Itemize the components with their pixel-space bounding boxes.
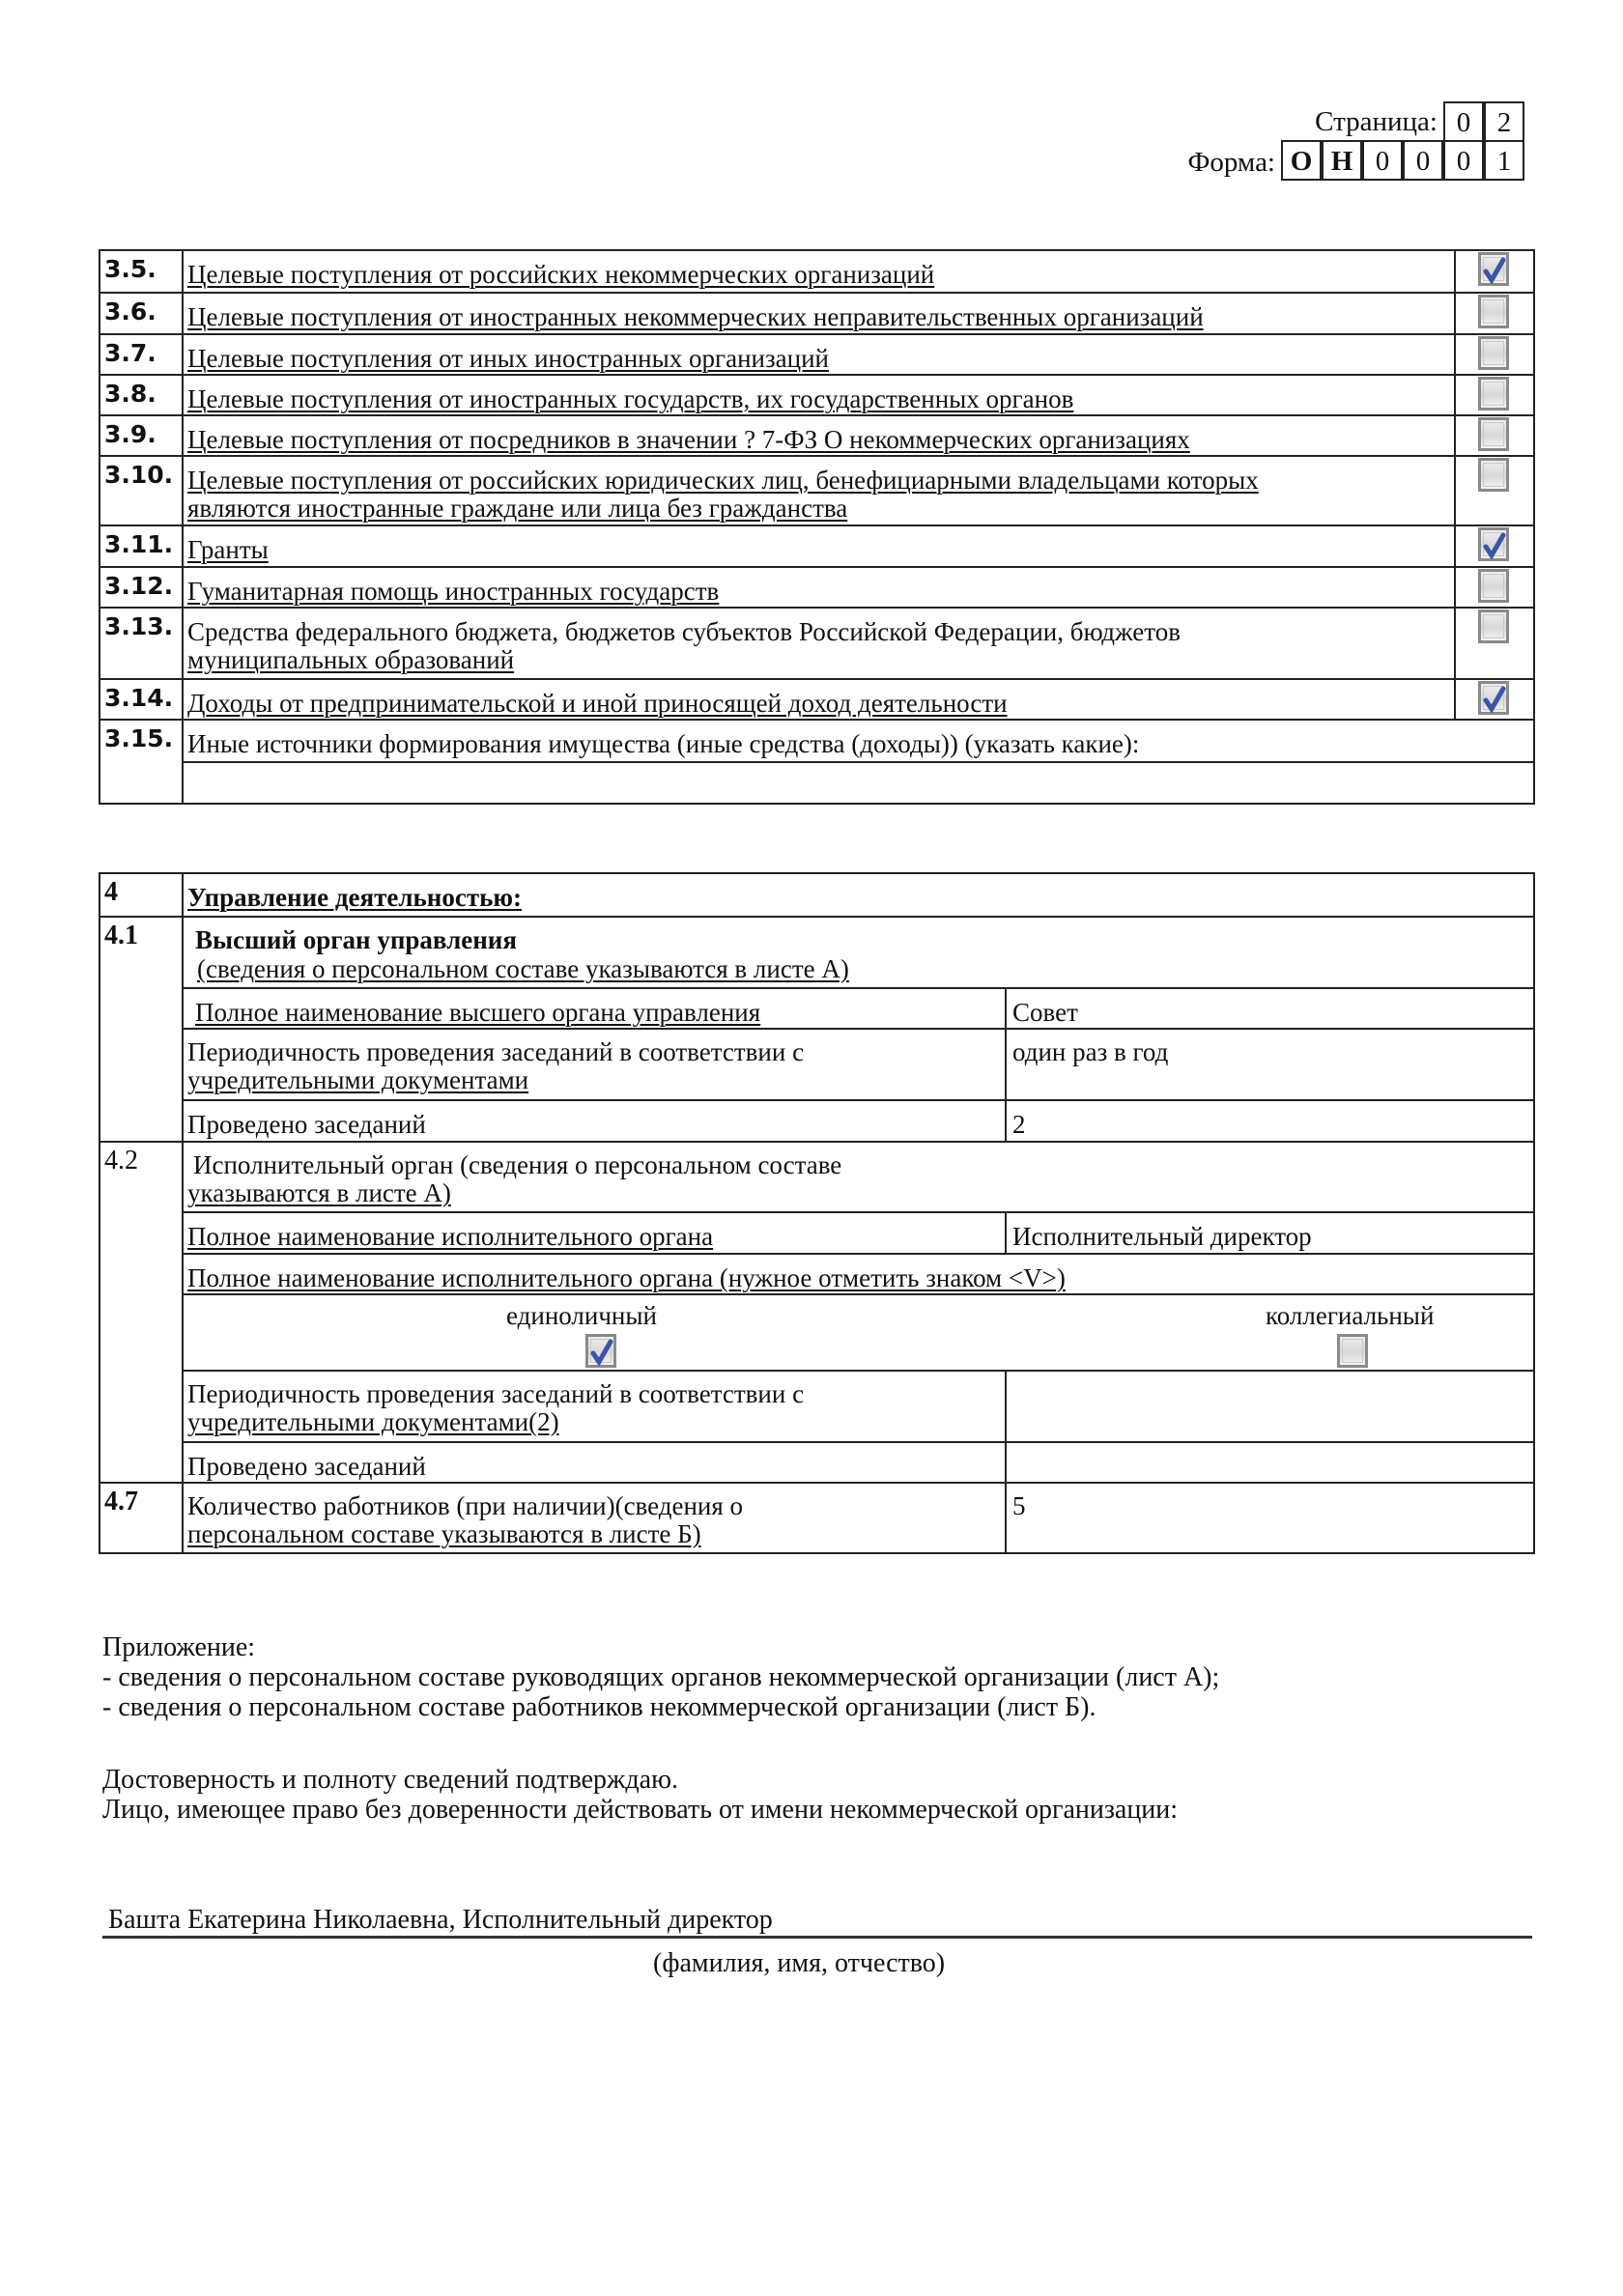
checkbox-unchecked[interactable] (1478, 377, 1509, 411)
signatory-name: Башта Екатерина Николаевна, Исполнительный директор (108, 1905, 773, 1935)
section-number: 4 (104, 877, 118, 907)
confirmation-line2: Лицо, имеющее право без доверенности действовать от имени некоммерческой организации: (102, 1795, 1179, 1825)
row-label-line2: муниципальных образований (187, 645, 515, 674)
table-row (100, 333, 1533, 374)
checkbox-unchecked[interactable] (1478, 458, 1509, 492)
field-value[interactable]: 2 (1012, 1110, 1026, 1139)
row-number: 3.5. (104, 255, 157, 283)
checkmark-icon (1482, 532, 1507, 559)
table-row (100, 566, 1533, 607)
option-collegial-label: коллегиальный (1266, 1301, 1435, 1330)
subsection-title-line1: Исполнительный орган (сведения о персональном составе (193, 1150, 842, 1179)
row-label: Целевые поступления от иных иностранных организаций (187, 344, 829, 373)
column-divider (1454, 526, 1456, 566)
confirmation-line1: Достоверность и полноту сведений подтверждаю. (102, 1765, 678, 1795)
row-label: Доходы от предпринимательской и иной приносящей доход деятельности (187, 689, 1008, 718)
table-row (100, 678, 1533, 719)
table-row (100, 414, 1533, 455)
field-label: Проведено заседаний (187, 1452, 426, 1481)
field-label: Проведено заседаний (187, 1110, 426, 1139)
row-number: 3.15. (104, 724, 174, 752)
table-row (182, 1253, 1533, 1293)
column-divider (1454, 457, 1456, 524)
signature-line (102, 1936, 1532, 1939)
table-row (100, 524, 1533, 566)
column-divider (1005, 1213, 1007, 1253)
table-row (100, 607, 1533, 678)
row-label-line1: Средства федерального бюджета, бюджетов субъектов Российской Федерации, бюджетов (187, 617, 1181, 646)
row-label: Целевые поступления от посредников в значении ? 7-ФЗ О некоммерческих организациях (187, 425, 1190, 454)
column-divider (1454, 294, 1456, 333)
field-label: Полное наименование высшего органа управления (195, 998, 761, 1027)
form-char-box: Н (1322, 140, 1362, 181)
field-label: Полное наименование исполнительного органа (187, 1222, 714, 1251)
subsection-title: Высший орган управления (195, 925, 517, 954)
field-value[interactable]: Совет (1012, 998, 1078, 1027)
column-divider (1005, 1030, 1007, 1099)
checkbox-unchecked[interactable] (1478, 609, 1509, 643)
option-sole-label: единоличный (506, 1301, 657, 1330)
field-label-line2: учредительными документами(2) (187, 1407, 559, 1436)
field-label-line2: учредительными документами (187, 1065, 529, 1094)
appendix-title: Приложение: (102, 1632, 256, 1662)
option-collegial-checkbox[interactable] (1337, 1334, 1368, 1368)
form-char-box: 1 (1484, 140, 1524, 181)
subsection-number: 4.7 (104, 1487, 138, 1516)
row-label: Иные источники формирования имущества (иные средства (доходы)) (указать какие): (187, 729, 1140, 758)
checkbox-checked[interactable] (1478, 681, 1509, 715)
row-number: 3.7. (104, 339, 157, 367)
table-row (100, 455, 1533, 524)
subsection-number: 4.1 (104, 921, 138, 950)
field-value[interactable]: один раз в год (1012, 1037, 1169, 1066)
row-number: 3.10. (104, 461, 174, 489)
table-row (100, 719, 1533, 803)
column-divider (1454, 335, 1456, 374)
row-number: 3.12. (104, 572, 174, 600)
field-label-line1: Периодичность проведения заседаний в соответствии с (187, 1379, 805, 1408)
table-row (100, 251, 1533, 292)
field-value[interactable]: 5 (1012, 1491, 1026, 1520)
subsection-number: 4.2 (104, 1146, 138, 1176)
column-divider (1005, 1372, 1007, 1441)
row-label: Целевые поступления от иностранных государств, их государственных органов (187, 384, 1074, 413)
column-divider (1005, 1443, 1007, 1482)
signature-caption: (фамилия, имя, отчество) (653, 1948, 946, 1978)
funding-sources-table (99, 249, 1535, 805)
row-number: 3.11. (104, 530, 174, 558)
section-title: Управление деятельностью: (187, 883, 523, 912)
form-label: Форма: (1187, 147, 1275, 178)
field-label-line2: персональном составе указываются в листе Б) (187, 1519, 701, 1548)
appendix-item-b: - сведения о персональном составе работников некоммерческой организации (лист Б). (102, 1692, 1096, 1722)
table-row (182, 1099, 1533, 1141)
subsection-note: (сведения о персональном составе указываются в листе А) (197, 954, 849, 983)
organ-type-options-row (182, 1293, 1533, 1370)
row-number: 3.13. (104, 612, 174, 640)
row-number: 3.14. (104, 684, 174, 712)
subsection-row (100, 1141, 1533, 1211)
column-divider (1454, 376, 1456, 414)
checkmark-icon (1482, 686, 1507, 713)
management-table (99, 872, 1535, 1554)
checkbox-checked[interactable] (1478, 252, 1509, 286)
page-digit-box: 0 (1443, 101, 1484, 142)
checkbox-unchecked[interactable] (1478, 336, 1509, 370)
column-divider (1454, 568, 1456, 607)
table-row (100, 374, 1533, 414)
column-divider (1454, 680, 1456, 719)
row-label-line1: Целевые поступления от российских юридических лиц, бенефициарными владельцами которых (187, 466, 1259, 495)
column-divider (1005, 1484, 1007, 1552)
row-number: 3.8. (104, 380, 157, 408)
row-label-line2: являются иностранные граждане или лица без гражданства (187, 494, 848, 523)
checkbox-unchecked[interactable] (1478, 417, 1509, 451)
table-row (182, 1441, 1533, 1482)
checkmark-icon (1482, 257, 1507, 284)
row-label: Целевые поступления от российских некоммерческих организаций (187, 260, 935, 289)
option-sole-checkbox[interactable] (585, 1334, 616, 1368)
field-label-line1: Периодичность проведения заседаний в соответствии с (187, 1037, 805, 1066)
table-row (182, 1370, 1533, 1441)
field-value[interactable]: Исполнительный директор (1012, 1222, 1312, 1251)
appendix-item-a: - сведения о персональном составе руководящих органов некоммерческой организации (лист А); (102, 1662, 1220, 1692)
form-char-box: 0 (1403, 140, 1443, 181)
checkmark-icon (589, 1339, 614, 1366)
checkbox-checked[interactable] (1478, 527, 1509, 561)
column-divider (1005, 989, 1007, 1028)
field-label: Полное наименование исполнительного органа (нужное отметить знаком <V>) (187, 1263, 1066, 1292)
form-char-box: 0 (1443, 140, 1484, 181)
form-char-box: 0 (1362, 140, 1403, 181)
subsection-row (100, 916, 1533, 987)
table-row (182, 1211, 1533, 1253)
table-row (182, 987, 1533, 1028)
table-row (100, 292, 1533, 333)
column-divider (1454, 416, 1456, 455)
checkbox-unchecked[interactable] (1478, 569, 1509, 603)
row-number: 3.6. (104, 298, 157, 326)
page-label: Страница: (1315, 106, 1438, 137)
column-divider (1005, 1101, 1007, 1141)
subsection-row (100, 1482, 1533, 1552)
row-number: 3.9. (104, 420, 157, 448)
column-divider (1454, 609, 1456, 678)
row-label: Целевые поступления от иностранных некоммерческих неправительственных организаций (187, 302, 1204, 331)
column-divider (1454, 251, 1456, 292)
table-row (182, 1028, 1533, 1099)
field-label-line1: Количество работников (при наличии)(сведения о (187, 1491, 744, 1520)
subsection-title-line2: указываются в листе А) (187, 1178, 451, 1207)
row-label: Гранты (187, 535, 269, 564)
section-header-row (100, 874, 1533, 916)
row-label: Гуманитарная помощь иностранных государств (187, 577, 720, 606)
form-char-box: О (1281, 140, 1322, 181)
page-digit-box: 2 (1484, 101, 1524, 142)
other-sources-input[interactable] (182, 761, 1533, 803)
checkbox-unchecked[interactable] (1478, 295, 1509, 328)
